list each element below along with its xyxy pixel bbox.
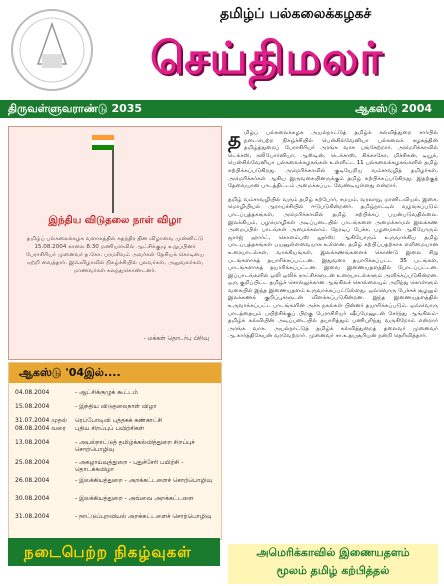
events-title <box>9 363 221 383</box>
masthead-title: செய்திமலர் <box>150 33 384 84</box>
event-date: 31.07.2004 முதல் <box>15 417 67 424</box>
event-date: 04.08.2004 <box>15 389 50 396</box>
event-date: 31.08.2004 <box>15 513 50 520</box>
article-paragraph-1-text: மிழ்ப் பல்கலைக்கழக அயல்நாட்டுத் தமிழ்க் கல்வித்துறை சார்பில் நடைபெற்ற நிகழ்ச்சியில் பென்சில்வேனியா பல்கலைக் கழகத்தின் தமிழ்த்துறைப் பேராசிரியர் அரங்க வாசு பங்கேற்றார். அமெரிக்காவில் டெக்சஸ், கலிபோர்னியா, ஆஸ்டின், டெக்சாஸ், சிக்காகோ, மிச்சிகன், டியூக், பென்சில்வேனியா பல்கலைக்கழகங்கள் உள்ளிட்ட 11 பல்கலைக்கழகங்களில் தமிழ் கற்பிக்கப்படுகிறது. அமெரிக்காவில் குடியேறிய வம்சாவழித் தமிழர்கள், அமெரிக்கர்கள் ஆகிய இருவகையினருக்கும் தமிழ் கற்பிக்கப்படுகிறது. இதற்குத் தேவையான பாடத்திட்டம் அமைக்கப்பட வேண்டியுள்ளது என்றார். <box>228 130 438 190</box>
event-date: 13.08.2004 <box>15 439 50 446</box>
poster-footer: - மக்கள் தொடர்பு பிரிவு <box>143 335 209 342</box>
issue-month: ஆகஸ்டு 2004 <box>354 102 432 115</box>
drop-cap: த <box>228 127 242 151</box>
university-logo-icon <box>8 4 96 96</box>
tamil-year: திருவள்ளுவராண்டு 2035 <box>8 102 143 115</box>
event-date: 26.08.2004 <box>15 477 50 484</box>
event-date: 30.08.2004 <box>15 495 50 502</box>
article-banner <box>228 544 438 584</box>
event-text: - இலக்கியத்துறை - அறக்கட்டளைச் சொற்பொழிவு <box>75 477 213 484</box>
article-paragraph-2: தமிழ் வம்சாவழியில் வரும் தமிழ் கற்போர், சமயம், வரலாறு, மானிடவியல், இசை, மொழியியல் ஆராய்ச்சியில் ஈடுபடுகின்றனர். தமிழ்நாட்டில் வழங்கப்படும் பாடப்புத்தகங்கள், அமெரிக்காவில் தமிழ் கற்பிக்கப் பயன்படுவதில்லை. இலக்கியம், பழமொழிகள் அடிப்படையில் பாடங்களை அமைக்காமல் இலக்கண அமைப்பில் பாடங்கள் அமைக்கலாம். நேரடிப் பேச்சு, பழமைகள் ஆகியோரும் ஜார்ஜ் ஹார்ட், கொளம்பஸ் லூர்ஸ்; ஆகியோரும் உருவாக்கிய தமிழ் பாடப்புத்தகங்கள் பயனுள்ளவையாக உள்ளன. தமிழ் கற்பிப்பதற்காக எளிமையான உரையாடல்கள், வாக்கியங்கள், இலக்கணங்களைக் கொண்டு இலை சிறு படங்களாகத் தயாரிக்கப்பட்டன. இதுவரை தயாரிக்கப்பட்ட 35 படங்கள், பாடங்களாகத் தயாரிக்கப்பட்டன. இவை இணையதளத்தில் போடப்பட்டன. இப்பாடங்களில் ஒலி ஒலிக் காட்சிகளுடன் உரையாடல்களும் அளிக்கப்படுகின்றன. ஒரு குறிப்பிட்ட தமிழ்ச் சொல்லுக்கான ஆங்கிலச் சொல்லையும் அறிந்து கொள்ளும் வகையில் இந்த இணையதளம் உருவாக்கப்பட்டுள்ளது. ஒவ்வொரு பேச்சுச் சூழலும் இலக்கணக் குறிப்புகளுடன் விளக்கப்படுகின்றன. இந்த இணையதளத்தில் உருவாக்கப்பட்ட பாடங்களின் அச்சு நகல்கள் பின்னர் தயாரிக்கப்படும். ஒவ்வொரு பாடத்தையும் பயிற்சிக்குப் பிறகு பேராசிரியர் ஷீப்மேனுடன் சேர்ந்து ஆங்கிலம்-தமிழ்க் கல்வியின் அடிப்படையில் தயாரித்தும் பணிபுரிந்து வருகிறோம் என்றார் அரங்க வாசு. அயல்நாட்டுத் தமிழ்க் கல்வித்துறைத் தலைவர் முனைவர் ஆ.கார்த்திகேயன் வரவேற்றார். முனைவர் சா.உதயசூரியன் நன்றி தெரிவித்தார். <box>228 196 438 340</box>
event-text: - இலக்கியத்துறை - அவ்வை அறக்கட்டளை <box>75 495 194 502</box>
poster-body: தமிழ்ப் பல்கலைக்கழக வளாகத்தில் சுதந்திர தின விழாவை முன்னிட்டு 15.08.2004 காலை 8.30 மணியளவில் ஆட்சிக்குழு உறுப்பினர் பேராசிரியர் முனைவர் த.கோ. பரமசிவம் அவர்கள் தேசியக் கொடியை ஏற்றி வைத்தார். இவ்விழாவில் நிகழ்ச்சியில் புலவர்கள், அலுவலர்கள், மாணவர்கள் கலந்துகொண்டனர். <box>25 236 205 274</box>
events-title-text: ஆகஸ்டு '04இல்.... <box>19 366 121 379</box>
independence-day-poster <box>8 126 222 360</box>
article-paragraph-1 <box>228 127 438 191</box>
event-text: - ஆட்சிக்குழுக் கூட்டம் <box>75 389 138 396</box>
article-column <box>228 127 438 347</box>
events-footer-text: நடைபெற்ற நிகழ்வுகள் <box>24 543 192 561</box>
event-text: - நாட்டுப்புறவியல் அறக்கட்டளைச் சொற்பொழிவு <box>75 513 212 520</box>
date-bar <box>0 100 444 118</box>
event-text: - அயல்நாட்டுத் தமிழ்க்கல்வித்துறை சிறப்புச் சொற்பொழிவு <box>75 439 195 453</box>
poster-title: இந்திய விடுதலை நாள் விழா <box>48 215 182 226</box>
banner-line-1: அமெரிக்காவில் இணையதளம் <box>256 546 410 559</box>
university-name: தமிழ்ப் பல்கலைக்கழகச் <box>220 6 372 22</box>
event-text: - அகழாய்வுத்துறை - புதுச்சேரி பயிற்சி - தொடக்கவிழா <box>75 459 184 473</box>
banner-line-2: மூலம் தமிழ் கற்பித்தல் <box>276 564 390 577</box>
events-footer <box>8 538 220 566</box>
event-text: புதிய சிறப்புப் பயிற்சிகள் <box>75 425 145 432</box>
indian-flag-icon <box>92 135 114 150</box>
event-date: 15.08.2004 <box>15 403 50 410</box>
events-box <box>8 362 222 540</box>
event-date: 08.08.2004 வரை <box>15 425 66 432</box>
header <box>0 0 444 100</box>
event-date: 25.08.2004 <box>15 459 50 466</box>
event-text: ரெப்போடிவி புத்தகக் கண்காட்சி <box>75 417 163 424</box>
event-text: - இந்திய விடுதலைநாள் விழா <box>75 403 157 410</box>
